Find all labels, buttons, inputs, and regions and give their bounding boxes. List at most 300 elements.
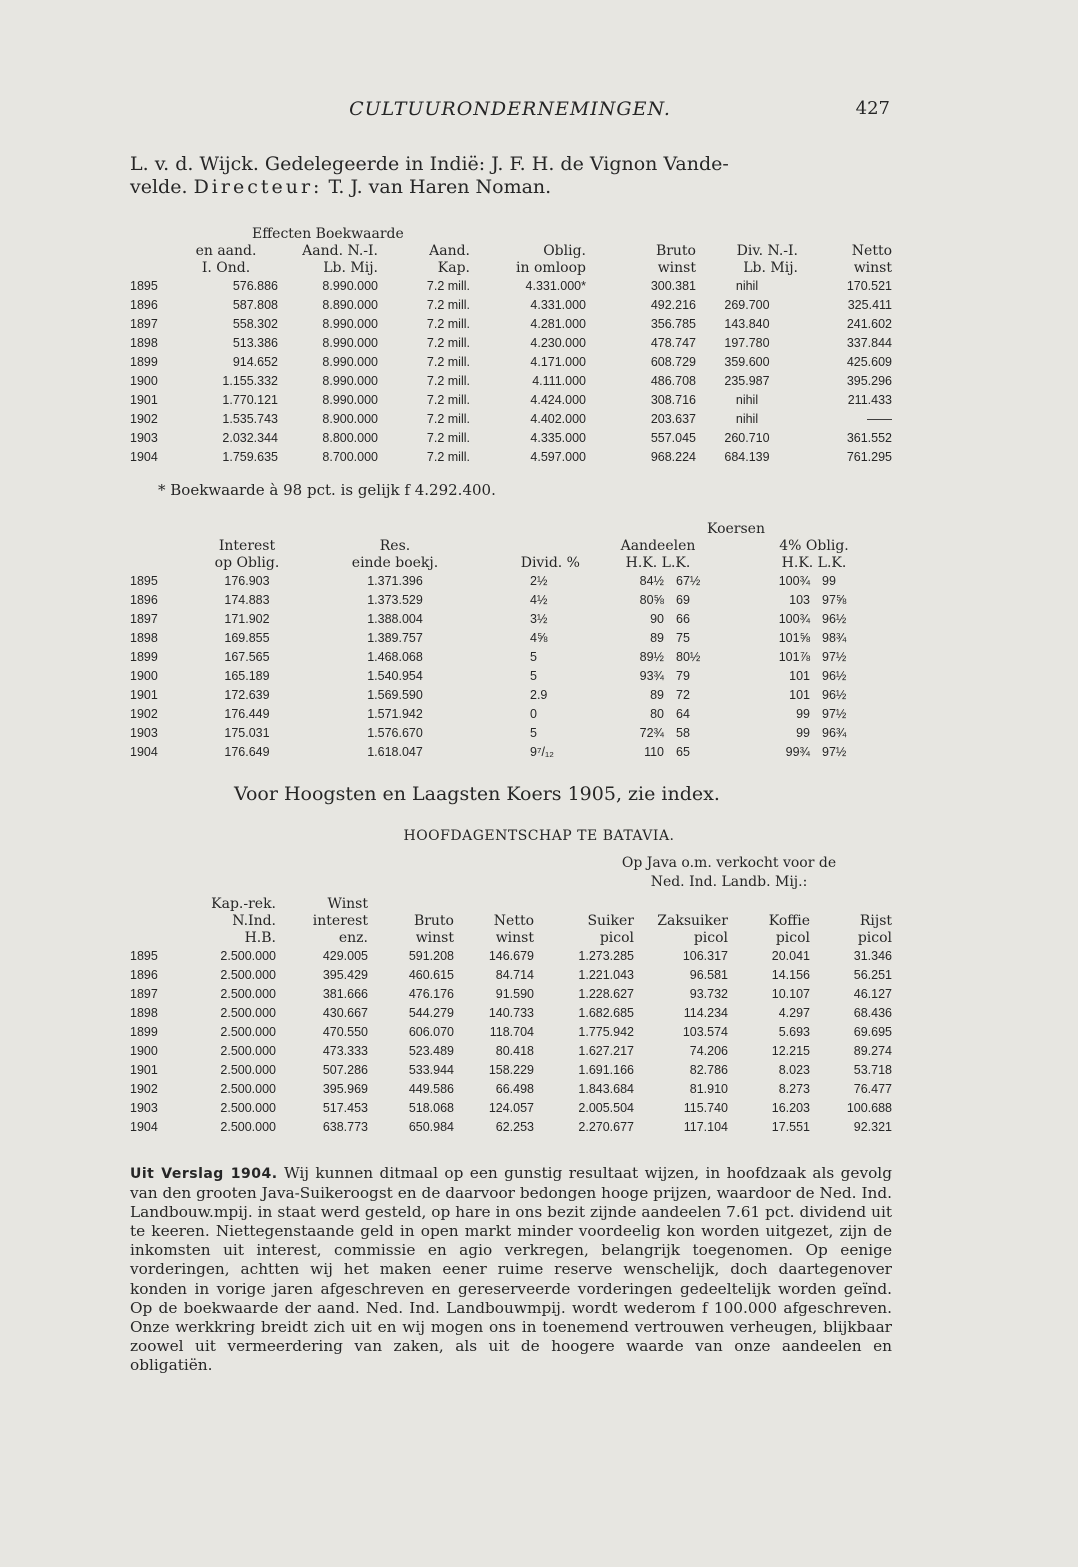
verslag-label: Uit Verslag 1904. <box>130 1166 278 1182</box>
table-row <box>130 572 892 591</box>
verslag-text: Wij kunnen ditmaal op een gunstig resultaat wijzen, in hoofdzaak als gevolg van den grooten Java-Suikeroogst en de daarvoor bedongen hooge prijzen, waardoor de Ned. Ind. Landbouw.mpij. in staat werd gesteld, op hare in ons bezit zijnde aandeelen 7.61 pct. dividend uit te keeren. Niettegenstaande geld in open markt minder voordeelig kon worden uitgezet, zijn de inkomsten uit interest, commissie en agio verkregen, belangrijk toegenomen. Op eenige vorderingen, achtten wij het maken eener ruime reserve wenschelijk, doch daartegenover konden in vorige jaren afgeschreven en gereserveerde vorderingen gedeeltelijk worden geïnd. Op de boekwaarde der aand. Ned. Ind. Landbouwmpij. wordt wederom f 100.000 afgeschreven. Onze werkkring breidt zich uit en wij mogen ons in toenemend vertrouwen verheugen, blijkbaar zoowel uit vermeerdering van zaken, als uit de hoogere waarde van onze aandeelen en obligatiën. <box>130 1164 892 1374</box>
table1-col-header: en aand. <box>195 243 257 259</box>
year-cell: 1900 <box>130 1044 158 1058</box>
table-cell: 1.682.685 <box>578 1006 634 1020</box>
table-cell: 62.253 <box>495 1120 534 1134</box>
table3-col-header: picol <box>693 930 728 946</box>
table-cell: 16.203 <box>771 1101 810 1115</box>
table-cell: 1.775.942 <box>578 1025 634 1039</box>
table-cell: 89.274 <box>853 1044 892 1058</box>
table-cell: 1.540.954 <box>367 669 423 683</box>
table-cell: 8.990.000 <box>322 279 378 293</box>
table3-subtitle-line-2: Ned. Ind. Landb. Mij.: <box>650 874 808 890</box>
table-cell: 100.688 <box>846 1101 892 1115</box>
table-cell: 7.2 mill. <box>426 298 470 312</box>
table-row <box>130 315 892 334</box>
table3-col-header: winst <box>495 930 534 946</box>
table-cell: 211.433 <box>847 393 892 407</box>
table-cell: 1.221.043 <box>578 968 634 982</box>
table-cell: 473.333 <box>322 1044 368 1058</box>
table-cell: 4.331.000* <box>525 279 586 293</box>
hoofdagentschap-title: HOOFDAGENTSCHAP TE BATAVIA. <box>403 828 675 844</box>
table-cell: 1.770.121 <box>222 393 278 407</box>
table-row <box>130 743 892 762</box>
table3-col-header: picol <box>857 930 892 946</box>
table-cell: 1.389.757 <box>367 631 423 645</box>
table2-col-header: Divid. % <box>520 555 580 571</box>
table-cell: 5 <box>530 650 537 664</box>
table-cell: 476.176 <box>408 987 454 1001</box>
table-row <box>130 1061 892 1080</box>
year-cell: 1900 <box>130 669 158 683</box>
table-cell: 174.883 <box>224 593 270 607</box>
table-cell: 172.639 <box>224 688 270 702</box>
table-cell: 197.780 <box>724 336 770 350</box>
table-cell: 2½ <box>530 574 548 588</box>
table-cell: 117.104 <box>683 1120 728 1134</box>
table-cell: 82.786 <box>689 1063 728 1077</box>
table-cell: 9⁷/₁₂ <box>530 745 555 759</box>
table-cell: 1.388.004 <box>367 612 423 626</box>
table-cell: 8.700.000 <box>322 450 378 464</box>
table3-col-header: picol <box>599 930 634 946</box>
table-cell: 124.057 <box>488 1101 534 1115</box>
table3-header-row-3 <box>130 930 892 947</box>
table-row <box>130 705 892 724</box>
financial-table-2 <box>130 521 892 762</box>
table-cell: 2.270.677 <box>578 1120 634 1134</box>
table-cell: 1.627.217 <box>578 1044 634 1058</box>
table-cell: 158.229 <box>488 1063 534 1077</box>
intro-directeur-label: Directeur: <box>193 176 323 198</box>
table-cell: 4.597.000 <box>530 450 586 464</box>
table-cell: 99¾ <box>785 745 810 759</box>
table-cell: 2.500.000 <box>220 1082 276 1096</box>
table-row <box>130 334 892 353</box>
table1-header-row-1 <box>130 243 892 260</box>
table-cell: 98¾ <box>822 631 847 645</box>
table-row <box>130 277 892 296</box>
table-cell: 115.740 <box>683 1101 728 1115</box>
table-cell: 1.371.396 <box>367 574 423 588</box>
table-cell: 165.189 <box>224 669 270 683</box>
table-row <box>130 372 892 391</box>
table-cell: 103 <box>789 593 810 607</box>
table-cell: 91.590 <box>495 987 534 1001</box>
table-cell: 67½ <box>676 574 701 588</box>
table-cell: 68.436 <box>853 1006 892 1020</box>
table-cell: 308.716 <box>650 393 696 407</box>
table-row <box>130 1023 892 1042</box>
year-cell: 1896 <box>130 298 158 312</box>
year-cell: 1903 <box>130 1101 158 1115</box>
table-row <box>130 1042 892 1061</box>
table-cell: 66 <box>676 612 690 626</box>
table-cell: 968.224 <box>650 450 696 464</box>
table-cell: 1.468.068 <box>367 650 423 664</box>
year-cell: 1904 <box>130 450 158 464</box>
table-cell: 118.704 <box>489 1025 534 1039</box>
table-cell: 12.215 <box>771 1044 810 1058</box>
table-cell: 20.041 <box>771 949 810 963</box>
table-cell: 4.230.000 <box>530 336 586 350</box>
table1-header-row-2 <box>130 260 892 277</box>
table-cell: 97½ <box>822 745 847 759</box>
table-cell: 1.535.743 <box>222 412 278 426</box>
table3-col-header: winst <box>415 930 454 946</box>
table-row <box>130 648 892 667</box>
table-cell: 235.987 <box>724 374 770 388</box>
table-cell: 99 <box>822 574 836 588</box>
table-cell: 1.691.166 <box>578 1063 634 1077</box>
table-cell: 4.171.000 <box>530 355 586 369</box>
table-cell: 4.331.000 <box>530 298 586 312</box>
table-cell: 7.2 mill. <box>426 374 470 388</box>
table2-koersen-heading: Koersen <box>707 521 765 537</box>
table3-col-header: Bruto <box>413 913 454 929</box>
table-row <box>130 296 892 315</box>
table-row <box>130 1004 892 1023</box>
table-cell: 143.840 <box>724 317 770 331</box>
table-cell: 7.2 mill. <box>426 279 470 293</box>
table2-header-row-1 <box>130 538 892 555</box>
table-cell: 1.571.942 <box>367 707 423 721</box>
table-cell: 101 <box>789 688 810 702</box>
year-cell: 1903 <box>130 726 158 740</box>
table-cell: 80 <box>650 707 664 721</box>
table-cell: 146.679 <box>488 949 534 963</box>
financial-table-1 <box>130 226 892 467</box>
table-cell: 2.500.000 <box>220 949 276 963</box>
year-cell: 1902 <box>130 412 158 426</box>
table2-col-header: H.K. L.K. <box>625 555 691 571</box>
table3-header-row-2 <box>130 913 892 930</box>
table3-header-row-1 <box>130 896 892 913</box>
table-cell: 171.902 <box>224 612 270 626</box>
table-cell: 7.2 mill. <box>426 336 470 350</box>
table-cell: 69 <box>676 593 690 607</box>
table-cell: 175.031 <box>224 726 270 740</box>
table-cell: 2.032.344 <box>222 431 278 445</box>
year-cell: 1904 <box>130 745 158 759</box>
table-cell: 591.208 <box>408 949 454 963</box>
table-cell: 8.023 <box>778 1063 810 1077</box>
year-cell: 1901 <box>130 688 158 702</box>
year-cell: 1902 <box>130 1082 158 1096</box>
year-cell: 1896 <box>130 593 158 607</box>
table3-col-header: picol <box>775 930 810 946</box>
table-cell: 89 <box>650 688 664 702</box>
page-number: 427 <box>855 98 890 119</box>
year-cell: 1904 <box>130 1120 158 1134</box>
table-cell: 260.710 <box>724 431 770 445</box>
table-cell: 684.139 <box>724 450 770 464</box>
table3-col-header: N.Ind. <box>232 913 276 929</box>
table1-col-header: winst <box>657 260 696 276</box>
header-title: CULTUURONDERNEMINGEN. <box>349 98 671 120</box>
table-cell: 72¾ <box>639 726 664 740</box>
table-cell: 2.500.000 <box>220 1120 276 1134</box>
table1-col-header: Aand. N.-I. <box>302 243 378 259</box>
table-cell: 3½ <box>530 612 548 626</box>
table-cell: 53.718 <box>853 1063 892 1077</box>
intro-line-2a: velde. <box>130 176 188 198</box>
table-cell: 46.127 <box>853 987 892 1001</box>
table-cell: 4.402.000 <box>530 412 586 426</box>
table-cell: 5 <box>530 669 537 683</box>
year-cell: 1903 <box>130 431 158 445</box>
table3-col-header <box>368 896 454 913</box>
table-row <box>130 966 892 985</box>
table-row <box>130 610 892 629</box>
table-cell: 106.317 <box>682 949 728 963</box>
year-cell: 1896 <box>130 968 158 982</box>
table-row <box>130 985 892 1004</box>
table1-footnote: * Boekwaarde à 98 pct. is gelijk f 4.292.400. <box>158 481 496 499</box>
table-row <box>130 667 892 686</box>
table-cell: 84.714 <box>495 968 534 982</box>
table-cell: 2.500.000 <box>220 1006 276 1020</box>
table-cell: 92.321 <box>853 1120 892 1134</box>
table-cell: 507.286 <box>322 1063 368 1077</box>
table-cell: 395.296 <box>846 374 892 388</box>
table-cell: 395.429 <box>322 968 368 982</box>
table-cell: 101⅞ <box>778 650 810 664</box>
table-cell: 97½ <box>822 650 847 664</box>
table-cell: 1.569.590 <box>367 688 423 702</box>
table-cell: 518.068 <box>408 1101 454 1115</box>
table-cell: 1.155.332 <box>222 374 278 388</box>
table-cell: 429.005 <box>322 949 368 963</box>
table3-col-header: interest <box>312 913 368 929</box>
table-cell: 99 <box>796 726 810 740</box>
table-cell: 544.279 <box>408 1006 454 1020</box>
table-row <box>130 1099 892 1118</box>
table-cell: 169.855 <box>224 631 270 645</box>
table-cell: 395.969 <box>322 1082 368 1096</box>
table-cell: 17.551 <box>771 1120 810 1134</box>
table1-col-header: Lb. Mij. <box>323 260 378 276</box>
table-cell: 56.251 <box>853 968 892 982</box>
table-cell: 356.785 <box>650 317 696 331</box>
table-cell: 103.574 <box>682 1025 728 1039</box>
table-cell: 557.045 <box>650 431 696 445</box>
year-cell: 1895 <box>130 279 158 293</box>
table2-col-header: 4% Oblig. <box>779 538 849 554</box>
table-cell: 4.297 <box>778 1006 810 1020</box>
table-cell: 650.984 <box>408 1120 454 1134</box>
table1-col-header: Div. N.-I. <box>736 243 798 259</box>
table-cell: 93¾ <box>639 669 664 683</box>
table-cell: 8.800.000 <box>322 431 378 445</box>
table-cell: 96½ <box>822 669 847 683</box>
table-cell: 608.729 <box>650 355 696 369</box>
table-cell: 513.386 <box>232 336 278 350</box>
table-cell: 4.281.000 <box>530 317 586 331</box>
table-cell: 470.550 <box>322 1025 368 1039</box>
table-cell: 10.107 <box>771 987 810 1001</box>
table-cell: 80⅝ <box>639 593 664 607</box>
year-cell: 1901 <box>130 393 158 407</box>
table-cell: 492.216 <box>650 298 696 312</box>
table-cell: 359.600 <box>724 355 770 369</box>
table-cell: 517.453 <box>322 1101 368 1115</box>
table-cell: 8.990.000 <box>322 336 378 350</box>
table-cell: 90 <box>650 612 664 626</box>
table-cell: 1.843.684 <box>578 1082 634 1096</box>
table1-col-header: Netto <box>851 243 892 259</box>
year-cell: 1898 <box>130 631 158 645</box>
year-cell: 1895 <box>130 574 158 588</box>
table-cell: 337.844 <box>846 336 892 350</box>
table2-col-header: einde boekj. <box>351 555 439 571</box>
table-cell: 558.302 <box>232 317 278 331</box>
table-cell: 8.273 <box>778 1082 810 1096</box>
table-cell: 4.111.000 <box>532 374 586 388</box>
table3-subtitle <box>578 854 880 892</box>
table-cell: 2.500.000 <box>220 968 276 982</box>
table2-col-header: H.K. L.K. <box>781 555 847 571</box>
table-cell: 2.500.000 <box>220 1044 276 1058</box>
table-cell: 66.498 <box>495 1082 534 1096</box>
table3-col-header: Rijst <box>859 913 892 929</box>
table-cell: 1.759.635 <box>222 450 278 464</box>
table-cell: 1.618.047 <box>367 745 423 759</box>
table-cell: 7.2 mill. <box>426 431 470 445</box>
table-cell: 14.156 <box>771 968 810 982</box>
table-cell: 1.576.670 <box>367 726 423 740</box>
table-cell: 101 <box>789 669 810 683</box>
table-cell: 606.070 <box>408 1025 454 1039</box>
table-row <box>130 686 892 705</box>
table2-header-row-2 <box>130 555 892 572</box>
table-cell: 325.411 <box>847 298 892 312</box>
table-cell: 1.228.627 <box>578 987 634 1001</box>
financial-table-3 <box>130 896 892 1137</box>
year-cell: 1895 <box>130 949 158 963</box>
table2-col-header: Res. <box>379 538 411 554</box>
table-cell: 64 <box>676 707 690 721</box>
table2-col-header <box>470 538 580 555</box>
table1-col-header: winst <box>853 260 892 276</box>
table3-col-header: Netto <box>493 913 534 929</box>
table-cell: 114.234 <box>683 1006 728 1020</box>
table-cell: 96¾ <box>822 726 847 740</box>
table1-col-header: Bruto <box>655 243 696 259</box>
table-cell: 8.990.000 <box>322 355 378 369</box>
table-cell: 80.418 <box>495 1044 534 1058</box>
table-cell: 361.552 <box>846 431 892 445</box>
table-row <box>130 724 892 743</box>
table-cell: nihil <box>735 412 759 426</box>
table-cell: 65 <box>676 745 690 759</box>
table-row <box>130 947 892 966</box>
table-row <box>130 1118 892 1137</box>
table-cell: 1.273.285 <box>578 949 634 963</box>
table-cell: 96½ <box>822 612 847 626</box>
table-cell: 58 <box>676 726 690 740</box>
table-cell: 93.732 <box>689 987 728 1001</box>
table-cell: 74.206 <box>689 1044 728 1058</box>
table3-body <box>130 947 892 1137</box>
table2-col-header: Aandeelen <box>620 538 696 554</box>
table2-col-header: op Oblig. <box>214 555 280 571</box>
table-cell: 8.990.000 <box>322 317 378 331</box>
table3-col-header: Suiker <box>587 913 634 929</box>
table-cell: 533.944 <box>408 1063 454 1077</box>
table-cell: 0 <box>530 707 537 721</box>
table-cell: 97½ <box>822 707 847 721</box>
table-cell: 176.649 <box>224 745 270 759</box>
table-cell: nihil <box>735 279 759 293</box>
table-cell: 84½ <box>639 574 664 588</box>
table-cell: 97⅝ <box>822 593 847 607</box>
table-cell: 638.773 <box>322 1120 368 1134</box>
table-cell: 1.373.529 <box>367 593 423 607</box>
table-cell: 269.700 <box>724 298 770 312</box>
table-cell: —— <box>867 412 892 426</box>
table3-col-header: Zaksuiker <box>657 913 728 929</box>
table-cell: 4.424.000 <box>530 393 586 407</box>
table-row <box>130 429 892 448</box>
table-cell: 5 <box>530 726 537 740</box>
table-cell: 7.2 mill. <box>426 450 470 464</box>
table3-col-header: Koffie <box>768 913 810 929</box>
table-cell: 72 <box>676 688 690 702</box>
table1-body <box>130 277 892 467</box>
table-cell: 4⅝ <box>530 631 548 645</box>
year-cell: 1898 <box>130 1006 158 1020</box>
table-cell: 425.609 <box>846 355 892 369</box>
table-cell: 2.500.000 <box>220 1063 276 1077</box>
table3-col-header: Kap.-rek. <box>211 896 276 912</box>
intro-line-1: L. v. d. Wijck. Gedelegeerde in Indië: J. F. H. de Vignon Vande- <box>130 153 729 175</box>
year-cell: 1900 <box>130 374 158 388</box>
table-row <box>130 591 892 610</box>
table-cell: 81.910 <box>689 1082 728 1096</box>
table-row <box>130 391 892 410</box>
table-cell: 31.346 <box>853 949 892 963</box>
table-cell: 79 <box>676 669 690 683</box>
table-cell: 486.708 <box>650 374 696 388</box>
table-cell: 7.2 mill. <box>426 393 470 407</box>
table-cell: 176.449 <box>224 707 270 721</box>
table-cell: 99 <box>796 707 810 721</box>
table3-col-header <box>454 896 534 913</box>
table-cell: 914.652 <box>232 355 278 369</box>
year-cell: 1899 <box>130 1025 158 1039</box>
table-cell: 478.747 <box>650 336 696 350</box>
table-row <box>130 353 892 372</box>
verslag-paragraph <box>130 1164 892 1375</box>
table3-col-header: H.B. <box>244 930 276 946</box>
table1-head-group: Effecten Boekwaarde <box>252 226 404 242</box>
table-cell: 2.500.000 <box>220 987 276 1001</box>
running-header <box>130 98 890 124</box>
table-cell: 100¾ <box>778 574 810 588</box>
year-cell: 1898 <box>130 336 158 350</box>
table-cell: 2.005.504 <box>578 1101 634 1115</box>
year-cell: 1899 <box>130 650 158 664</box>
table-row <box>130 629 892 648</box>
table-cell: 8.990.000 <box>322 393 378 407</box>
table-cell: 300.381 <box>650 279 696 293</box>
table1-col-header: Aand. <box>429 243 470 259</box>
table3-col-header <box>728 896 810 913</box>
table-cell: 576.886 <box>232 279 278 293</box>
table-cell: 7.2 mill. <box>426 317 470 331</box>
table3-col-header: enz. <box>338 930 368 946</box>
